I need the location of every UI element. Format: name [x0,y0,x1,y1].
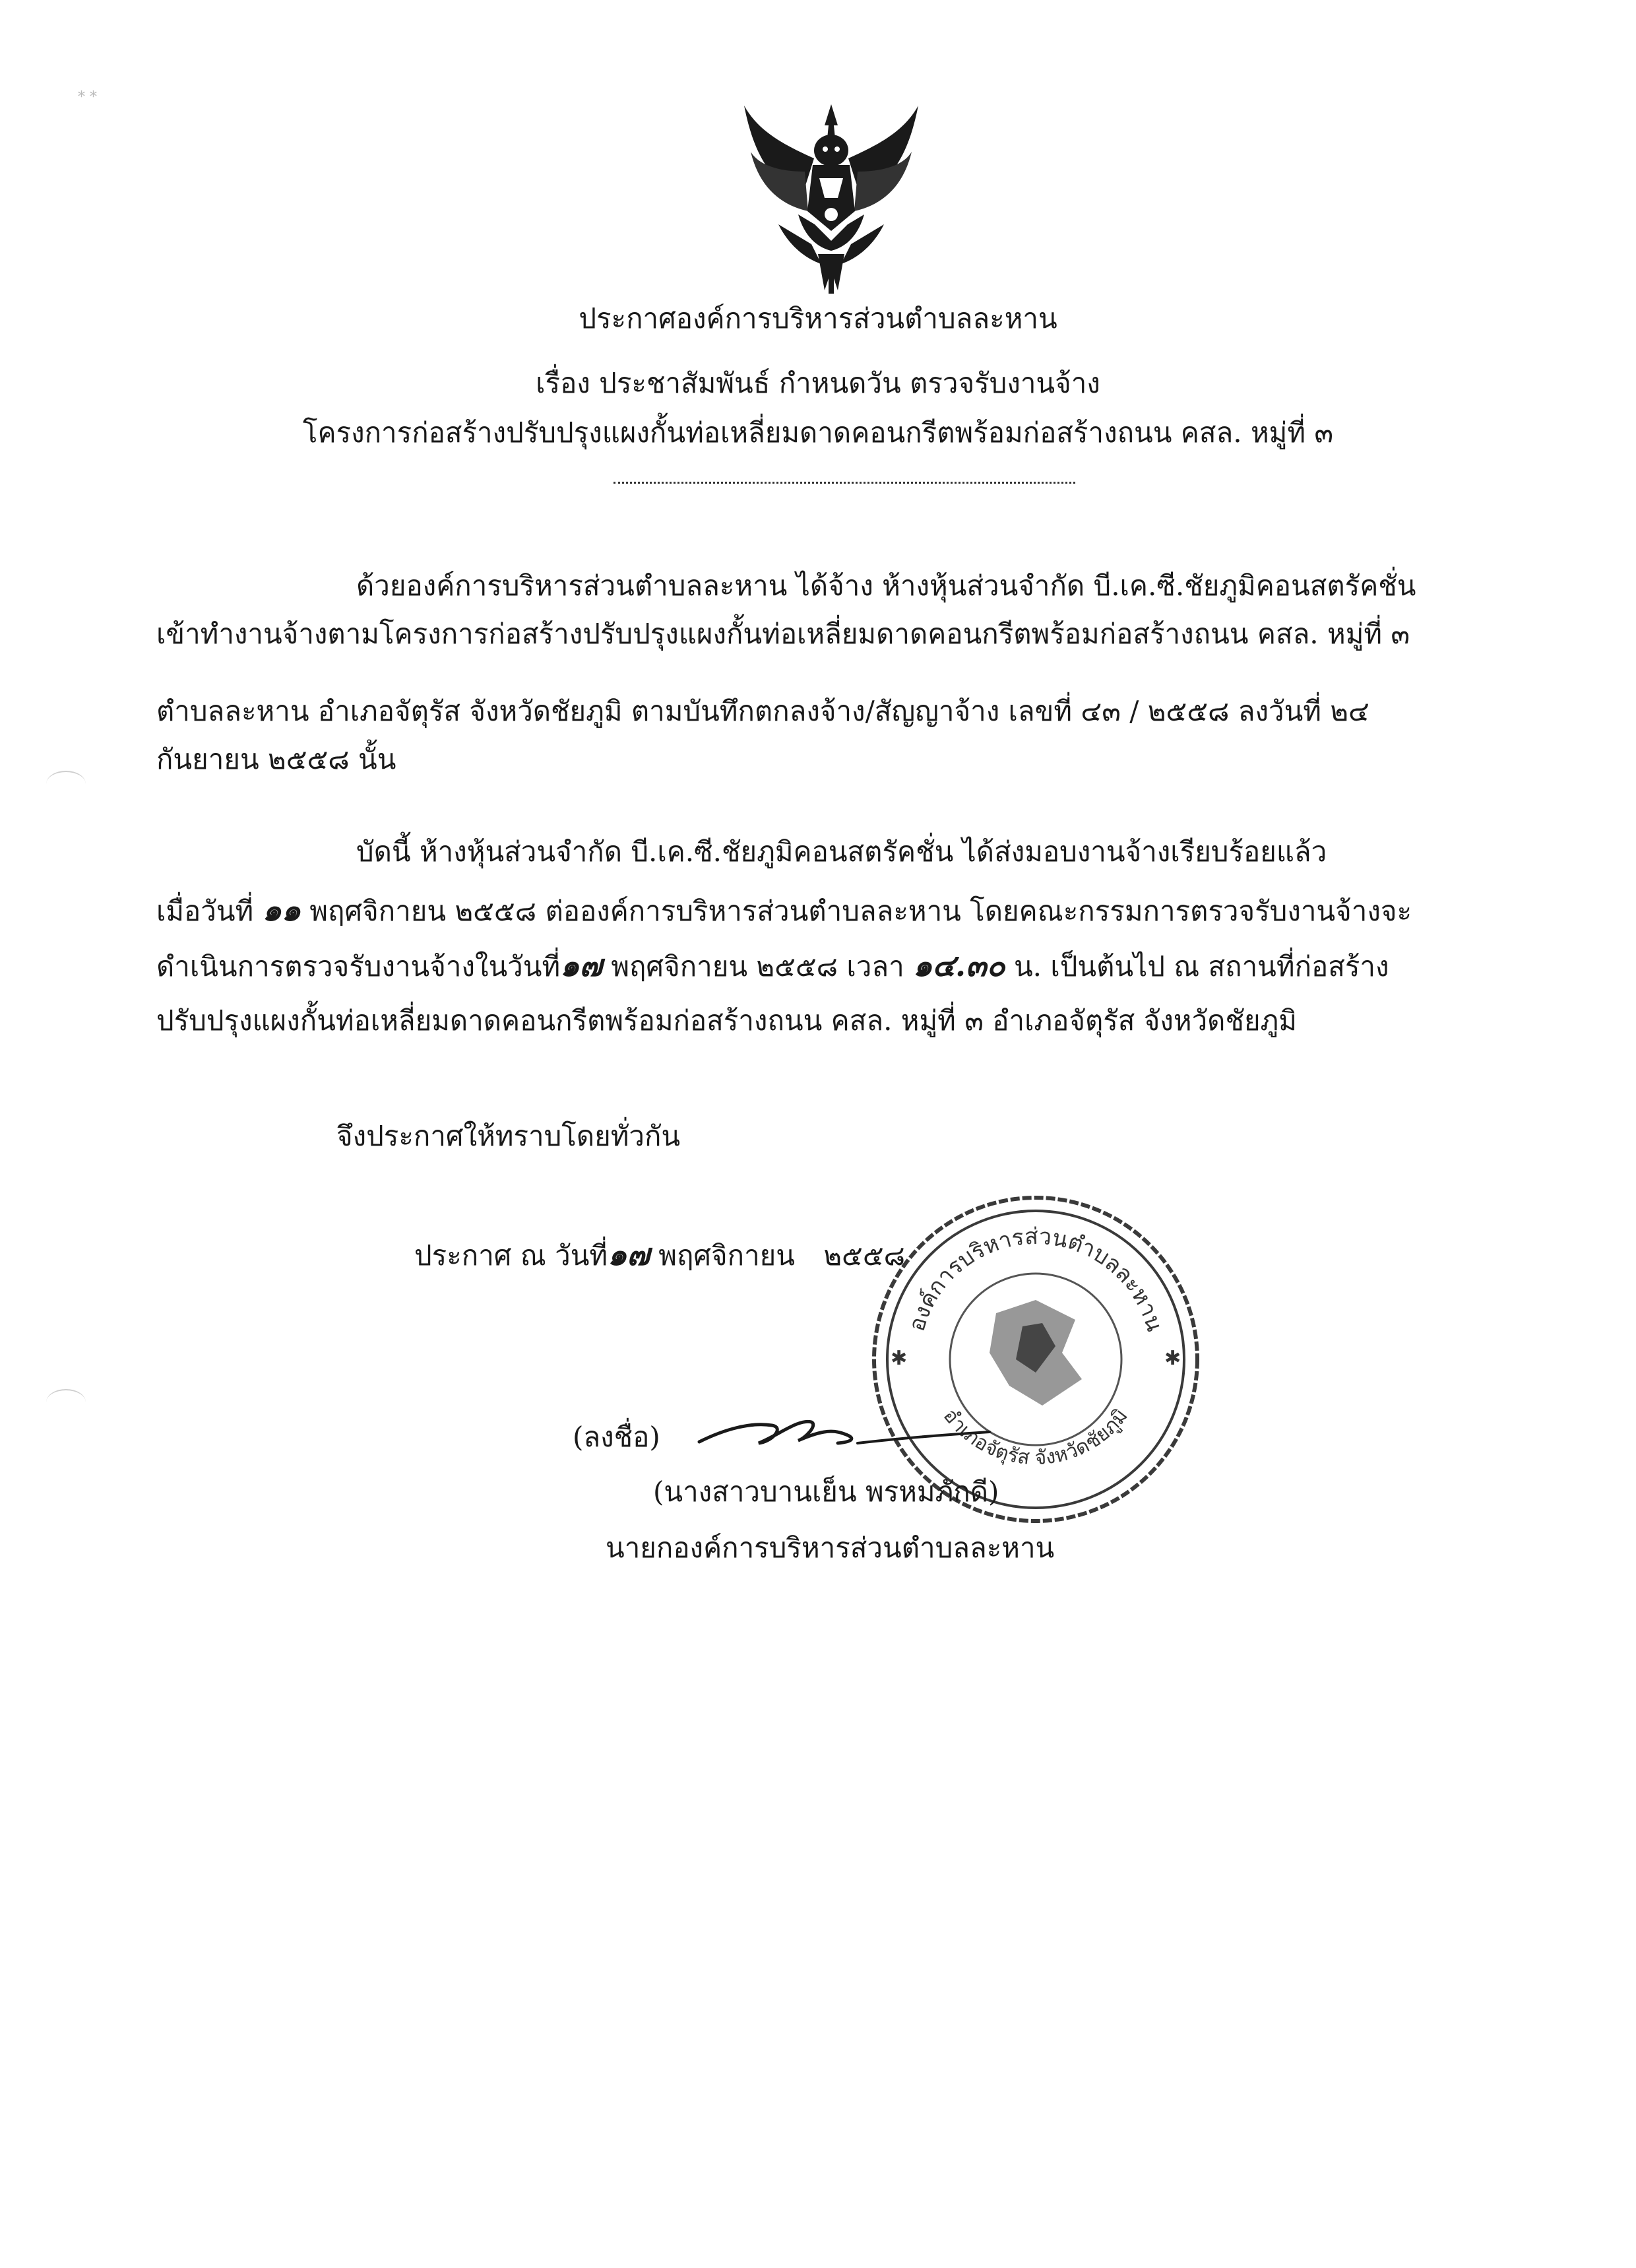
stamp-top-text: องค์การบริหารส่วนตำบลละหาน [903,1223,1168,1335]
svg-text:✱: ✱ [1164,1347,1181,1370]
paragraph2-line3 [156,947,1389,985]
paragraph2-line2 [156,891,1412,930]
stamp-bottom-text: อำเภอจัตุรัส จังหวัดชัยภูมิ [938,1404,1133,1470]
paragraph2-line3-prefix: ดำเนินการตรวจรับงานจ้างในวันที่ [156,950,561,983]
paragraph2-line4: ปรับปรุงแผงกั้นท่อเหลี่ยมดาดคอนกรีตพร้อมก่อสร้างถนน คสล. หมู่ที่ ๓ อำเภอจัตุรัส จังหวัดชัยภูมิ [156,1004,1297,1037]
paragraph2-line2-suffix: พฤศจิกายน ๒๕๕๘ ต่อองค์การบริหารส่วนตำบลละหาน โดยคณะกรรมการตรวจรับงานจ้างจะ [309,895,1412,927]
punch-hole-top [46,771,86,797]
handwritten-delivery-day: ๑๑ [262,892,301,928]
announcement-subject: เรื่อง ประชาสัมพันธ์ กำหนดวัน ตรวจรับงานจ้าง [536,367,1100,399]
paragraph1-line2: เข้าทำงานจ้างตามโครงการก่อสร้างปรับปรุงแผงกั้นท่อเหลี่ยมดาดคอนกรีตพร้อมก่อสร้างถนน คสล. หมู่ที่ ๓ [156,618,1410,650]
handwritten-signature [686,1402,1003,1462]
paragraph1-line3: ตำบลละหาน อำเภอจัตุรัส จังหวัดชัยภูมิ ตามบันทึกตกลงจ้าง/สัญญาจ้าง เลขที่ ๔๓ / ๒๕๕๘ ลงวันที่ ๒๔ [156,695,1369,727]
paragraph1-line4: กันยายน ๒๕๕๘ นั้น [156,743,396,775]
paragraph2-line2-prefix: เมื่อวันที่ [156,895,254,927]
separator-dots [614,482,1075,484]
announcement-title: ประกาศองค์การบริหารส่วนตำบลละหาน [579,302,1057,335]
closing-statement: จึงประกาศให้ทราบโดยทั่วกัน [336,1120,681,1152]
punch-hole-bottom [46,1389,86,1415]
signatory-position: นายกองค์การบริหารส่วนตำบลละหาน [606,1532,1055,1564]
paragraph2-line3-suffix: น. เป็นต้นไป ณ สถานที่ก่อสร้าง [1005,950,1389,983]
svg-text:✱: ✱ [891,1347,908,1370]
project-title: โครงการก่อสร้างปรับปรุงแผงกั้นท่อเหลี่ยมดาดคอนกรีตพร้อมก่อสร้างถนน คสล. หมู่ที่ ๓ [302,416,1334,449]
scan-mark: * * [78,89,97,106]
announcement-date [414,1236,905,1274]
signatory-name: (นางสาวบานเย็น พรหมภักดี) [653,1475,999,1508]
paragraph1-line1: ด้วยองค์การบริหารส่วนตำบลละหาน ได้จ้าง ห้างหุ้นส่วนจำกัด บี.เค.ซี.ชัยภูมิคอนสตรัคชั่น [356,569,1416,602]
handwritten-announce-day: ๑๗ [608,1237,650,1272]
announce-date-year: ๒๕๕๘ [823,1239,906,1272]
paragraph2-line1: บัดนี้ ห้างหุ้นส่วนจำกัด บี.เค.ซี.ชัยภูมิคอนสตรัคชั่น ได้ส่งมอบงานจ้างเรียบร้อยแล้ว [356,835,1327,868]
announce-date-month: พฤศจิกายน [649,1239,795,1272]
handwritten-inspection-day: ๑๗ [560,948,602,983]
paragraph2-line3-middle: พฤศจิกายน ๒๕๕๘ เวลา [602,950,904,983]
handwritten-inspection-time: ๑๔.๓๐ [913,948,1005,983]
announce-date-prefix: ประกาศ ณ วันที่ [414,1239,608,1272]
garuda-emblem-icon [739,99,924,297]
signature-label: (ลงชื่อ) [573,1421,660,1453]
